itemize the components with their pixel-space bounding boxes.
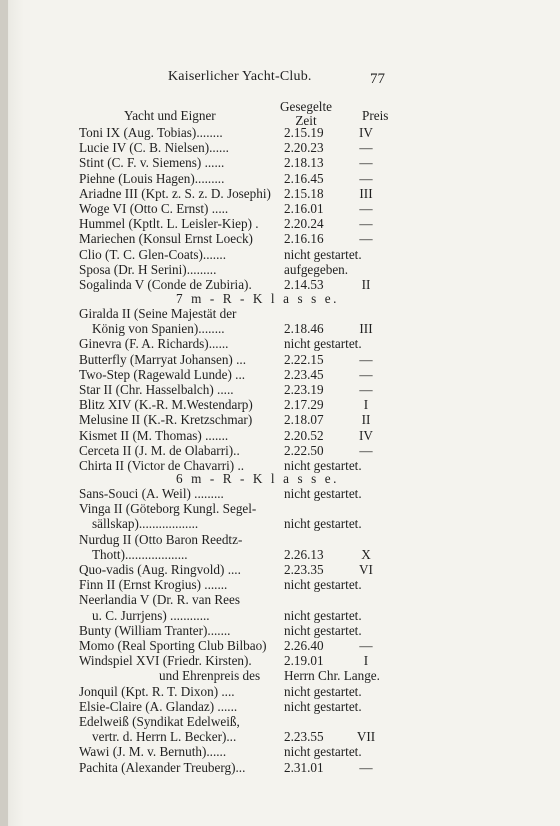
result-row bbox=[0, 443, 560, 458]
sailed-time: nicht gestartet. bbox=[284, 458, 362, 473]
prize-rank: — bbox=[359, 231, 373, 247]
sailed-time: 2.14.53 bbox=[284, 277, 324, 292]
result-row bbox=[0, 684, 560, 699]
yacht-owner: Clio (T. C. Glen-Coats)....... bbox=[79, 246, 226, 262]
yacht-owner: und Ehrenpreis des bbox=[159, 668, 261, 684]
result-row bbox=[0, 562, 560, 577]
result-row bbox=[0, 516, 560, 531]
sailed-time: nicht gestartet. bbox=[284, 622, 362, 638]
prize-rank: — bbox=[359, 759, 373, 775]
yacht-owner: Elsie-Claire (A. Glandaz) ...... bbox=[79, 698, 238, 714]
yacht-owner: Stint (C. F. v. Siemens) ...... bbox=[79, 155, 225, 171]
yacht-owner: Bunty (William Tranter)....... bbox=[79, 622, 231, 638]
sailed-time: 2.20.24 bbox=[284, 216, 324, 232]
result-row bbox=[0, 321, 560, 336]
prize-rank: I bbox=[363, 653, 369, 669]
page-number: 77 bbox=[370, 71, 385, 87]
column-header-time bbox=[276, 100, 336, 128]
result-row bbox=[0, 140, 560, 155]
result-row bbox=[0, 125, 560, 140]
column-header-prize: Preis bbox=[362, 108, 389, 123]
yacht-owner: Sans-Souci (A. Weil) ......... bbox=[79, 486, 224, 501]
yacht-owner: Sogalinda V (Conde de Zubiria). bbox=[79, 277, 252, 292]
yacht-owner: Woge VI (Otto C. Ernst) ..... bbox=[79, 201, 229, 216]
result-row bbox=[0, 382, 560, 397]
yacht-owner: Quo-vadis (Aug. Ringvold) .... bbox=[79, 562, 241, 577]
yacht-owner: Kismet II (M. Thomas) ....... bbox=[79, 427, 229, 443]
class-heading-6m: 6 m - R - K l a s s e. bbox=[176, 471, 340, 486]
yacht-owner: Momo (Real Sporting Club Bilbao) bbox=[79, 638, 267, 653]
result-row bbox=[0, 367, 560, 382]
yacht-owner: König von Spanien)........ bbox=[92, 321, 225, 337]
sailed-time: nicht gestartet. bbox=[284, 698, 362, 714]
sailed-time: 2.15.18 bbox=[284, 185, 324, 201]
yacht-owner: Wawi (J. M. v. Bernuth)...... bbox=[79, 744, 227, 760]
result-row bbox=[0, 171, 560, 186]
prize-rank: — bbox=[359, 638, 373, 653]
sailed-time: aufgegeben. bbox=[284, 261, 349, 277]
sailed-time: 2.23.19 bbox=[284, 382, 324, 397]
result-row bbox=[0, 262, 560, 277]
sailed-time: 2.17.29 bbox=[284, 397, 324, 413]
result-row bbox=[0, 623, 560, 638]
prize-rank: — bbox=[359, 216, 373, 232]
result-row bbox=[0, 668, 560, 683]
sailed-time: 2.31.01 bbox=[284, 759, 324, 775]
sailed-time: 2.19.01 bbox=[284, 653, 324, 669]
sailed-time: 2.16.45 bbox=[284, 170, 324, 186]
result-row bbox=[0, 186, 560, 201]
prize-rank: II bbox=[361, 412, 371, 428]
yacht-owner: Nurdug II (Otto Baron Reedtz- bbox=[79, 531, 243, 547]
prize-rank: VII bbox=[356, 729, 376, 745]
sailed-time: 2.23.35 bbox=[284, 562, 324, 577]
yacht-owner: Jonquil (Kpt. R. T. Dixon) .... bbox=[79, 683, 235, 699]
sailed-time: 2.26.40 bbox=[284, 638, 324, 653]
yacht-owner: Ariadne III (Kpt. z. S. z. D. Josephi) bbox=[79, 185, 271, 201]
result-row bbox=[0, 231, 560, 246]
result-row bbox=[0, 277, 560, 292]
column-header-yacht: Yacht und Eigner bbox=[124, 108, 216, 123]
yacht-owner: Vinga II (Göteborg Kungl. Segel- bbox=[79, 501, 257, 517]
yacht-owner: Thott)................... bbox=[92, 546, 188, 562]
sailed-time: 2.16.01 bbox=[284, 201, 324, 216]
result-row bbox=[0, 216, 560, 231]
prize-rank: — bbox=[359, 140, 373, 156]
prize-rank: III bbox=[359, 185, 373, 201]
prize-rank: — bbox=[359, 170, 373, 186]
result-row bbox=[0, 201, 560, 216]
sailed-time: 2.18.07 bbox=[284, 412, 324, 428]
yacht-owner: Sposa (Dr. H Serini)......... bbox=[79, 261, 217, 277]
result-row bbox=[0, 501, 560, 516]
sailed-time: 2.18.46 bbox=[284, 321, 324, 337]
sailed-time: 2.20.23 bbox=[284, 140, 324, 156]
running-head-title: Kaiserlicher Yacht-Club. bbox=[168, 69, 312, 84]
result-row bbox=[0, 608, 560, 623]
result-row bbox=[0, 532, 560, 547]
yacht-owner: Piehne (Louis Hagen)......... bbox=[79, 170, 225, 186]
result-row bbox=[0, 336, 560, 351]
yacht-owner: Butterfly (Marryat Johansen) ... bbox=[79, 351, 246, 367]
result-row bbox=[0, 247, 560, 262]
prize-rank: — bbox=[359, 382, 373, 397]
sailed-time: 2.20.52 bbox=[284, 427, 324, 443]
sailed-time: 2.23.45 bbox=[284, 366, 324, 382]
yacht-owner: Hummel (Kptlt. L. Leisler-Kiep) . bbox=[79, 216, 259, 232]
yacht-owner: Chirta II (Victor de Chavarri) .. bbox=[79, 458, 245, 473]
class-heading-7m: 7 m - R - K l a s s e. bbox=[176, 291, 340, 306]
result-row bbox=[0, 306, 560, 321]
column-header-time-line1: Gesegelte bbox=[280, 99, 332, 114]
sailed-time: 2.23.55 bbox=[284, 729, 324, 745]
result-row bbox=[0, 486, 560, 501]
result-row bbox=[0, 577, 560, 592]
sailed-time: 2.22.50 bbox=[284, 442, 324, 458]
result-row bbox=[0, 653, 560, 668]
sailed-time: nicht gestartet. bbox=[284, 577, 362, 593]
sailed-time: 2.15.19 bbox=[284, 125, 324, 140]
prize-rank: — bbox=[359, 366, 373, 382]
result-row bbox=[0, 638, 560, 653]
result-row bbox=[0, 412, 560, 427]
yacht-owner: Windspiel XVI (Friedr. Kirsten). bbox=[79, 653, 252, 669]
sailed-time: nicht gestartet. bbox=[284, 607, 362, 623]
yacht-owner: Star II (Chr. Hasselbalch) ..... bbox=[79, 382, 234, 397]
result-row bbox=[0, 744, 560, 759]
yacht-owner: u. C. Jurrjens) ............ bbox=[92, 607, 210, 623]
yacht-owner: Ginevra (F. A. Richards)...... bbox=[79, 336, 229, 352]
sailed-time: nicht gestartet. bbox=[284, 246, 362, 262]
prize-rank: VI bbox=[359, 562, 373, 577]
sailed-time: 2.22.15 bbox=[284, 351, 324, 367]
yacht-owner: Finn II (Ernst Krogius) ....... bbox=[79, 577, 228, 593]
yacht-owner: Giralda II (Seine Majestät der bbox=[79, 306, 237, 321]
prize-rank: — bbox=[359, 442, 373, 458]
sailed-time: nicht gestartet. bbox=[284, 683, 362, 699]
yacht-owner: vertr. d. Herrn L. Becker)... bbox=[92, 729, 237, 745]
prize-rank: — bbox=[359, 201, 373, 216]
prize-rank: IV bbox=[359, 427, 373, 443]
result-row bbox=[0, 760, 560, 775]
result-row bbox=[0, 699, 560, 714]
yacht-owner: Toni IX (Aug. Tobias)........ bbox=[79, 125, 223, 140]
yacht-owner: Edelweiß (Syndikat Edelweiß, bbox=[79, 714, 240, 729]
yacht-owner: Lucie IV (C. B. Nielsen)...... bbox=[79, 140, 229, 156]
sailed-time: Herrn Chr. Lange. bbox=[284, 668, 380, 684]
sailed-time: nicht gestartet. bbox=[284, 744, 362, 760]
yacht-owner: Pachita (Alexander Treuberg)... bbox=[79, 759, 246, 775]
prize-rank: — bbox=[359, 351, 373, 367]
yacht-owner: Melusine II (K.-R. Kretzschmar) bbox=[79, 412, 253, 428]
sailed-time: 2.18.13 bbox=[284, 155, 324, 171]
result-row bbox=[0, 352, 560, 367]
result-row bbox=[0, 397, 560, 412]
result-row bbox=[0, 592, 560, 607]
prize-rank: — bbox=[359, 155, 373, 171]
yacht-owner: Blitz XIV (K.-R. M.Westendarp) bbox=[79, 397, 253, 413]
sailed-time: nicht gestartet. bbox=[284, 336, 362, 352]
yacht-owner: Two-Step (Ragewald Lunde) ... bbox=[79, 366, 246, 382]
result-row bbox=[0, 428, 560, 443]
sailed-time: 2.26.13 bbox=[284, 546, 324, 562]
result-row bbox=[0, 714, 560, 729]
sailed-time: 2.16.16 bbox=[284, 231, 324, 247]
sailed-time: nicht gestartet. bbox=[284, 516, 362, 532]
yacht-owner: Cerceta II (J. M. de Olabarri).. bbox=[79, 442, 240, 458]
prize-rank: IV bbox=[359, 125, 373, 140]
yacht-owner: sällskap).................. bbox=[92, 516, 199, 532]
prize-rank: I bbox=[363, 397, 369, 413]
result-row bbox=[0, 729, 560, 744]
sailed-time: nicht gestartet. bbox=[284, 486, 362, 501]
result-row bbox=[0, 547, 560, 562]
result-row bbox=[0, 155, 560, 170]
column-header-time-line2: Zeit bbox=[295, 113, 317, 128]
prize-rank: III bbox=[359, 321, 373, 337]
prize-rank: X bbox=[361, 546, 371, 562]
yacht-owner: Neerlandia V (Dr. R. van Rees bbox=[79, 592, 241, 608]
yacht-owner: Mariechen (Konsul Ernst Loeck) bbox=[79, 231, 253, 247]
prize-rank: II bbox=[361, 277, 371, 292]
